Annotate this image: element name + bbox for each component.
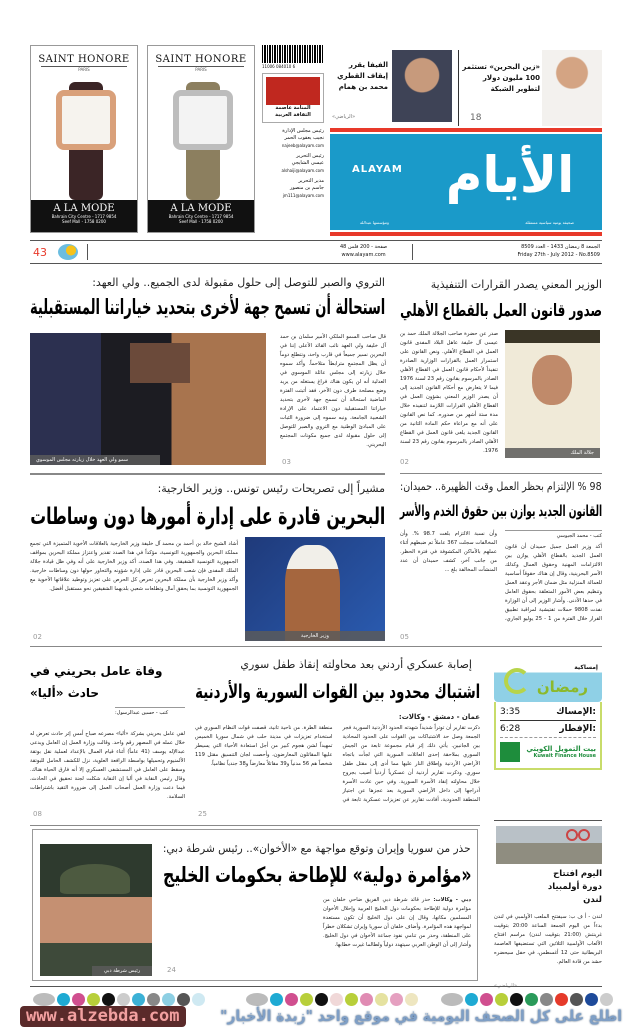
teaser-headline: الفيفا يقرر إيقاف القطري محمد بن همام — [337, 61, 388, 91]
teaser-fifa[interactable] — [330, 50, 457, 126]
temperature: 43 — [33, 246, 47, 259]
staff-email[interactable]: najeeb@alayam.com — [281, 143, 324, 148]
ad-store-name: A LA MODE — [170, 203, 232, 214]
staff-email[interactable]: alshaiji@alayam.com — [281, 168, 324, 173]
ad-store-name: A LA MODE — [53, 203, 115, 214]
story-body: حذر قائد شرطة دبي الفريق ضاحي خلفان من مؤامرة دولية للإطاحة بحكومات دول الخليج العربية وإحلال الأخوان المسلمين مكانها، وقال إن على دول الخليج أن تكون مستعدة لمواجهة هذه المؤامرة. وأضاف خلفان أن سوريا وإيران تشكلان خطراً على المنطقة، وحذر من تنامي نفوذ جماعة الأخوان في دول الخليج. وأشار إلى أن الوطن العربي سيتهدد دولياً ولطالما غيرت خطابها. — [323, 897, 471, 948]
barcode — [262, 45, 324, 63]
ad-brand: SAINT HONORE — [38, 54, 130, 65]
masthead-slogan: صحيفة يومية سياسية مستقلة — [525, 220, 574, 225]
alzebda-slogan: اطلع على كل الصحف اليومية في موقع واحد "زبدة الأخبار" — [220, 1007, 622, 1025]
king-photo — [505, 330, 600, 458]
story-syria-jordan[interactable] — [195, 658, 480, 704]
page-reference[interactable]: 02 — [400, 458, 409, 466]
page-reference[interactable]: 08 — [33, 810, 42, 818]
story-kicker: التروي والصبر للتوصل إلى حلول مقبولة لدى الجميع.. ولي العهد: — [92, 276, 385, 289]
story-headline[interactable]: استحالة أن تسمح جهة لأخرى بتحديد خياراتنا المستقبلية — [29, 295, 385, 319]
watch-face-image — [56, 90, 116, 150]
story-kicker: مشيراً إلى تصريحات رئيس تونس.. وزير الخارجية: — [157, 482, 385, 495]
byline: كتب - حسين عبدالرسول: — [115, 707, 185, 717]
watch-ad-rose-gold[interactable] — [30, 45, 138, 233]
photo-caption: جلالة الملك — [505, 448, 600, 458]
story-body: أشاد الشيخ خالد بن أحمد بن محمد آل خليفة وزير الخارجية بالعلاقات الأخوية المتميزة التي تجمع مملكة البحرين والجمهورية التونسية، مؤكداً في هذا الصدد تقدير واعتزاز مملكة البحرين بمواقف الجمهورية التونسية الشقيقة. وفي هذا الصدد، أكد وزير الخارجية على أنه وفي ظل قيادة جلالة الملك المفدى فإن شعب البحرين قادر على إدارة شؤونه والتحاور حولها دون وساطات خارجية. وأكد وزير الخارجية بأن مملكة البحرين تحرص كل الحرص على تعزيز وتوطيد علاقاتها الأخوية مع الجمهورية التونسية بما يحقق آمال وتطلعات شعبي بلديهما الشقيقين نحو مستقبل أفضل. — [30, 541, 238, 592]
masthead-arabic-logo: الأيام — [445, 146, 575, 204]
watch-ad-silver[interactable] — [147, 45, 255, 233]
staff-role: مدير التحرير — [298, 178, 324, 184]
iftar-time: 6:28 — [500, 724, 521, 734]
watch-face-image — [173, 90, 233, 150]
dateline: دبي - وكالات: — [433, 897, 471, 903]
imsak-label: الإمساك: — [556, 707, 596, 717]
kfh-logo-icon — [500, 742, 520, 762]
story-headline[interactable]: اشتباك محدود بين القوات السورية والأردنية — [194, 681, 480, 703]
page-reference[interactable]: 02 — [33, 633, 42, 641]
story-foreign-minister[interactable] — [30, 482, 385, 530]
story-body-columns — [400, 530, 602, 630]
story-kicker: 98 % الإلتزام بحظر العمل وقت الظهيرة.. حميدان: — [400, 480, 602, 493]
sponsor-name-arabic: بيت التمويل الكويتي — [526, 745, 596, 753]
teaser-section: «الرياضي» — [332, 114, 356, 120]
crown-prince-photo — [30, 333, 266, 465]
date-english: Friday 27th - July 2012 - No.8509 — [517, 252, 600, 258]
story-kicker: إصابة عسكري أردني بعد محاولته إنقاذ طفل سوري — [240, 658, 472, 671]
website-link[interactable]: www.alayam.com — [341, 252, 386, 258]
section-rule — [30, 646, 602, 647]
story-kicker: حذر من سوريا وإيران وتوقع مواجهة مع «الأخوان».. رئيس شرطة دبي: — [163, 842, 471, 855]
story-headline[interactable]: القانون الجديد يوازن بين حقوق الخدم والأسر — [399, 502, 602, 520]
rule — [494, 820, 602, 821]
masthead-latin-logo: ALAYAM — [352, 164, 403, 175]
staff-role: رئيس مجلس الإدارة — [282, 128, 324, 134]
staff-info-column — [262, 45, 324, 235]
page-reference[interactable]: 05 — [400, 633, 409, 641]
issue-date — [517, 243, 600, 259]
byline: كتب - محمد الجيوسي — [505, 530, 602, 540]
masthead-bottom-rule — [330, 232, 602, 236]
story-headline[interactable]: «مؤامرة دولية» للإطاحة بحكومات الخليج — [162, 863, 471, 887]
staff-role: رئيس التحرير — [296, 153, 324, 159]
crescent-icon — [504, 668, 530, 694]
story-body: لقي عامل بحريني بشركة «ألبا» مصرعه صباح أمس إثر حادث تعرض له خلال عمله في المصهر رقم واحد. وقالت وزارة العمل إن العامل ويدعى عبدالإله يوسف (41 عاماً) أثناء قيام العمال بالإعداد لعملية نقل بوتقة الألمنيوم وتحميلها بواسطة الرافعة العلوية، نزل للكشف الحامل للبوتقة وسقط على العامل في المستشفى العسكري إلا أنه فارق الحياة هناك. وقال رئيس النقابة في ألبا إن النقابة شكلت لجنة تحقيق في الحادث، فيما دعت وزارة العمل أصحاب العمل إلى ضرورة التقيد باشتراطات السلامة. — [30, 731, 185, 800]
rule — [30, 986, 602, 987]
teaser-headline: «زين البحرين» تستثمر 100 مليون دولار لتطوير الشبكة — [462, 63, 540, 93]
ramadan-subtitle: إمساكية — [574, 664, 598, 671]
dubai-police-chief-photo — [40, 844, 152, 976]
story-olympics[interactable] — [494, 868, 602, 989]
price-and-website — [340, 243, 387, 259]
ramadan-title: رمضان — [536, 678, 588, 696]
manama-culture-logo — [262, 73, 324, 123]
masthead — [330, 134, 602, 230]
section-rule — [30, 825, 480, 826]
staff-name: نجيب يعقوب الحمر — [284, 135, 324, 141]
story-body: قال صاحب السمو الملكي الأمير سلمان بن حمد آل خليفة ولي العهد نائب القائد الأعلى إننا في البحرين نسير جميعاً في قارب واحد، ونتطلع دوماً أن يظل المجتمع مترابطاً متلاحماً. وأكد سموه خلال زيارته إلى مجلس عائلة الموسوي في العدلية أنه لن يكون هناك فراغ يستغله من يريد وضع مصلحة طرف دون الآخر، فقد أثبتت الفترة الماضية استحالة أن تسمح جهة لأخرى بتحديد خياراتنا المستقبلية دون الاعتماد على الإرادة الشعبية الجامعة. ونبه سموه إلى ضرورة الثبات على المبادئ الوطنية مع التروي والصبر للتوصل إلى حلول مقبولة لدى جميع مكونات المجتمع البحريني. — [280, 334, 386, 448]
imsak-time: 3:35 — [500, 707, 521, 717]
dateline: عمان - دمشق - وكالات: — [398, 713, 480, 721]
rule — [30, 263, 602, 264]
logo-text: المنامة عاصمة الثقافة العربية — [275, 105, 311, 118]
story-headline[interactable]: وفاة عامل بحريني في حادث «أليا» — [30, 664, 163, 700]
dateline: لندن - أ ف ب: — [568, 914, 602, 920]
story-domestic-workers[interactable] — [400, 480, 602, 522]
olympic-stadium-photo — [496, 826, 602, 864]
page-reference[interactable]: 25 — [198, 810, 207, 818]
page-reference[interactable]: 24 — [167, 966, 176, 974]
story-body: سيفتتح الملعب الأولمبي في لندن بدءاً من اليوم الجمعة الساعة 20:00 بتوقيت غرينتش (21:00 بتوقيت لندن) مراسم افتتاح الألعاب الأولمبية الثلاثين التي تستضيفها العاصمة البريطانية حتى 12 أغسطس، في حفل سيحضره حشد من قادة العالم. — [494, 914, 602, 965]
ad-brand: SAINT HONORE — [155, 54, 247, 65]
date-arabic: الجمعة 8 رمضان 1433 - العدد 8509 — [521, 244, 600, 250]
story-kicker: الوزير المعني يصدر القرارات التنفيذية — [430, 278, 602, 291]
section-rule — [400, 473, 602, 474]
ad-address: Bahrain City Centre - 1717 9854 — [51, 214, 117, 219]
ad-address: Seef Mall - 1758 0200 — [62, 219, 106, 224]
ad-address: Bahrain City Centre - 1717 9854 — [168, 214, 234, 219]
staff-name: عيسى الشايجي — [291, 160, 324, 166]
masthead-slogan: ومؤسسها عبدالله — [360, 220, 389, 225]
iftar-row — [500, 721, 596, 738]
teaser-photo — [542, 50, 602, 126]
staff-email[interactable]: jm111@alayam.com — [282, 193, 324, 198]
ramadan-banner — [494, 660, 602, 702]
story-labour-law[interactable] — [400, 278, 602, 324]
foreign-minister-photo — [245, 537, 385, 641]
section-rule — [30, 473, 385, 475]
photo-caption: سمو ولي العهد خلال زيارته مجلس الموسوي — [30, 455, 160, 465]
story-headline[interactable]: اليوم افتتاح دورة أولمبياد لندن — [547, 869, 602, 905]
weather-sun-icon — [58, 244, 78, 260]
rule — [30, 240, 602, 241]
alzebda-banner[interactable] — [0, 990, 632, 1030]
staff-name: جاسم بن منصور — [289, 185, 324, 191]
story-headline[interactable]: صدور قانون العمل بالقطاع الأهلي — [400, 301, 602, 321]
story-headline[interactable]: البحرين قادرة على إدارة أمورها دون وساطات — [29, 504, 385, 530]
alzebda-slogan-box — [220, 1005, 622, 1027]
iftar-label: الإفطار: — [559, 724, 596, 734]
story-dubai-police[interactable] — [32, 829, 478, 981]
ramadan-times — [494, 702, 602, 770]
ad-brand-sub: PARIS — [41, 66, 127, 72]
story-worker-death[interactable] — [30, 660, 185, 717]
barcode-number: 6 084010 11006 — [262, 64, 296, 69]
price: 48 صفحة - 200 فلس — [340, 244, 388, 250]
story-body: ذكرت تقارير أن توتراً شديداً شهدته الحدود الأردنية السورية فجر الجمعة وصل حد الاشتباكات بين القوات على الحدود المحاذية بين الجانبين. يأتي ذلك إثر قيام مجموعة تابعة من الجيش السوري بملاحقة إحدى العائلات السورية التي لجأت باتجاه الأراضي الأردنية وإطلاق النار عليها مما أدى إلى مقتل طفل سوري. وذكرت تقارير أردنية أن عسكرياً أردنياً أصيب بجروح خلال محاولته إنقاذ الأسرة السورية. وفي حين عادت الأسرة أدراجها إلى داخل الأراضي السورية بعد عجزها عن اجتياز المنطقة الحدودية، أفادت تقارير عن تعزيزات عسكرية تابعة في منطقة الطرة. من ناحية ثانية، قصفت قوات النظام السوري في استخدام تعزيزات في مدينة حلب في شمال سوريا الخميس تمهيداً لشن هجوم كبير من أجل استعادة الأحياء التي يسيطر عليها المقاتلون المعارضون، وأحصت لجان التنسيق مقتل 119 شخصاً هم 56 مدنياً و39 مقاتلاً معارضاً و38 جندياً نظامياً. — [195, 725, 480, 803]
story-crown-prince[interactable] — [30, 276, 385, 320]
teaser-divider — [458, 50, 459, 126]
page-number: 18 — [470, 113, 482, 123]
masthead-top-rule — [330, 128, 602, 132]
weather-widget — [32, 243, 82, 261]
page-reference[interactable]: 03 — [282, 458, 291, 466]
dateline-bar — [30, 242, 602, 262]
teaser-photo — [392, 50, 452, 122]
story-body: أكد وزير العمل جميل حميدان أن قانون العمل الجديد بالقطاع الأهلي يوازن بين الالتزامات المهنية وحقوق العمال وكذلك الأسر البحرينية، وقال إن هناك حقوقاً أساسية للعمالة المنزلية مثل ضمان الأجر وعقد العمل وتنظيم بعض الأمور المتعلقة بحقوق العامل في حدها الأدنى. وأشار الوزير إلى أن الوزارة نفذت 9808 حملات تفتيشية لمراقبة تطبيق القرار خلال الفترة من 1 - 25 يوليو الجاري، وأن نسبة الالتزام بلغت 98.7 %. وأن المخالفات سجلت 367 عاملاً تم ضبطهم أثناء عملهم بالأماكن المكشوفة في فترة الحظر. من جانب آخر، كشف حميدان أن عدد المنشآت المخالفة بلغ ... — [400, 531, 603, 622]
imsak-row — [500, 704, 596, 721]
ramadan-timings-box — [494, 660, 602, 815]
photo-caption: وزير الخارجية — [245, 631, 385, 641]
sponsor-name-english: Kuwait Finance House — [533, 753, 596, 759]
alzebda-url-link[interactable]: www.alzebda.com — [20, 1006, 186, 1027]
ad-address: Seef Mall - 1758 0200 — [179, 219, 223, 224]
sponsor-kfh[interactable] — [500, 738, 596, 766]
story-body: صدر عن حضرة صاحب الجلالة الملك حمد بن عيسى آل خليفة عاهل البلاد المفدى قانون العمل في القطاع الأهلي. ونص القانون على استمرار العمل بالقرارات الوزارية الصادرة تنفيذاً لأحكام قانون العمل في القطاع الأهلي الصادر بالمرسوم بقانون رقم 23 لسنة 1976 فيما لا يتعارض مع أحكام القانون الجديد إلى أن يصدر الوزير المعني بشؤون العمل في القطاع الأهلي القرارات اللازمة لتنفيذه خلال مدة ستة أشهر من صدوره. كما نص القانون على أنه مع مراعاة حكم المادة الثانية من القانون الجديد يلغى قانون العمل في القطاع الأهلي الصادر بالمرسوم بقانون رقم 23 لسنة 1976. — [400, 331, 498, 454]
teaser-zain[interactable] — [462, 50, 602, 126]
ad-brand-sub: PARIS — [158, 66, 244, 72]
photo-caption: رئيس شرطة دبي — [92, 966, 152, 976]
